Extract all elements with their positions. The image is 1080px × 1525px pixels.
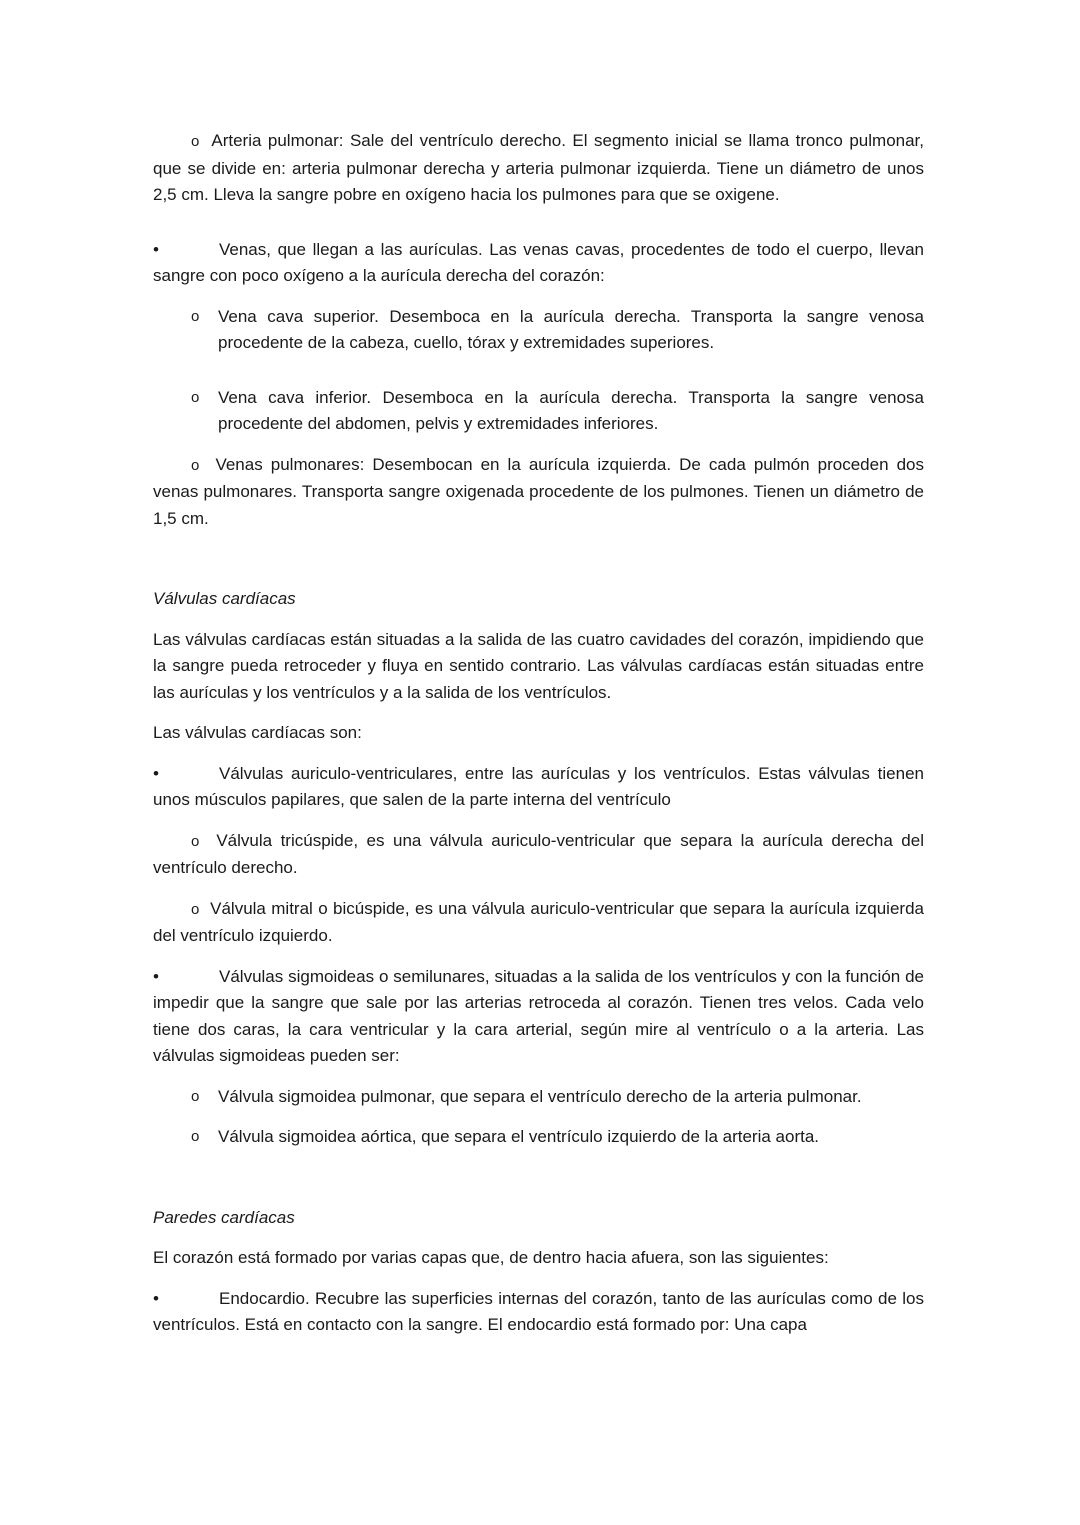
sub-item-vena-cava-inferior — [153, 385, 924, 438]
sub-bullet-marker: o — [191, 832, 200, 850]
bullet-item-sigmoideas — [153, 964, 924, 1070]
paragraph-valvulas-intro: Las válvulas cardíacas están situadas a la salida de las cuatro cavidades del corazón, impidiendo que la sangre pueda retroceder y fluya en sentido contrario. Las válvulas cardíacas están situadas entre las aurículas y los ventrículos y a la salida de los ventrículos. — [153, 629, 924, 702]
section-heading-paredes: Paredes cardíacas — [153, 1207, 295, 1227]
bullet-marker: • — [153, 239, 159, 259]
sub-item-valvula-tricuspide — [153, 828, 924, 882]
paragraph-text: Válvulas auriculo-ventriculares, entre las aurículas y los ventrículos. Estas válvulas tienen unos músculos papilares, que salen de la parte interna del ventrículo — [153, 763, 924, 809]
paragraph-text: Vena cava inferior. Desemboca en la aurícula derecha. Transporta la sangre venosa procedente del abdomen, pelvis y extremidades inferiores. — [218, 387, 924, 433]
sub-item-venas-pulmonares — [153, 452, 924, 533]
paragraph-text: Válvulas sigmoideas o semilunares, situadas a la salida de los ventrículos y con la función de impedir que la sangre que sale por las arterias retroceda al corazón. Tienen tres velos. Cada velo tiene dos caras, la cara ventricular y la cara arterial, según mire al ventrículo o a la arteria. Las válvulas sigmoideas pueden ser: — [153, 966, 924, 1065]
sub-bullet-marker: o — [191, 133, 200, 150]
paragraph-text: Venas, que llegan a las aurículas. Las venas cavas, procedentes de todo el cuerpo, llevan sangre con poco oxígeno a la aurícula derecha del corazón: — [153, 239, 924, 285]
bullet-marker: • — [153, 763, 159, 783]
paragraph-text: Venas pulmonares: Desembocan en la aurícula izquierda. De cada pulmón proceden dos venas pulmonares. Transporta sangre oxigenada procedente de los pulmones. Tienen un diámetro de 1,5 cm. — [153, 454, 924, 528]
sub-bullet-marker: o — [191, 1128, 200, 1145]
paragraph-text: Válvula sigmoidea aórtica, que separa el ventrículo izquierdo de la arteria aorta. — [218, 1127, 820, 1146]
bullet-item-endocardio — [153, 1286, 924, 1339]
sub-item-sigmoidea-aortica — [153, 1124, 924, 1151]
bullet-marker: • — [153, 966, 159, 986]
bullet-marker: • — [153, 1288, 159, 1308]
paragraph-text: Vena cava superior. Desemboca en la aurícula derecha. Transporta la sangre venosa procedente de la cabeza, cuello, tórax y extremidades superiores. — [218, 306, 924, 352]
bullet-item-auriculo-ventriculares — [153, 761, 924, 814]
sub-bullet-marker: o — [191, 900, 200, 918]
sub-item-valvula-mitral — [153, 896, 924, 950]
paragraph-text: Arteria pulmonar: Sale del ventrículo derecho. El segmento inicial se llama tronco pulmonar, que se divide en: arteria pulmonar derecha y arteria pulmonar izquierda. Tiene un diámetro de unos 2,5 cm. Lleva la sangre pobre en oxígeno hacia los pulmones para que se oxigene. — [153, 131, 925, 204]
paragraph-text: Válvula sigmoidea pulmonar, que separa el ventrículo derecho de la arteria pulmonar. — [218, 1086, 862, 1106]
paragraph-text: Válvula mitral o bicúspide, es una válvula auriculo-ventricular que separa la aurícula izquierda del ventrículo izquierdo. — [153, 898, 924, 945]
paragraph-text: Endocardio. Recubre las superficies internas del corazón, tanto de las aurículas como de los ventrículos. Está en contacto con la sangre. El endocardio está formado por: Una capa — [153, 1288, 924, 1334]
sub-bullet-marker: o — [191, 456, 200, 474]
paragraph-valvulas-son: Las válvulas cardíacas son: — [153, 723, 362, 742]
document-page — [153, 128, 924, 1339]
sub-item-vena-cava-superior — [153, 304, 924, 357]
sub-item-sigmoidea-pulmonar — [153, 1084, 924, 1111]
sub-bullet-marker: o — [191, 1087, 200, 1105]
sub-bullet-marker: o — [191, 388, 200, 406]
sub-item-arteria-pulmonar — [153, 128, 924, 209]
paragraph-text: Válvula tricúspide, es una válvula auriculo-ventricular que separa la aurícula derecha del ventrículo derecho. — [153, 830, 924, 877]
section-heading-valvulas: Válvulas cardíacas — [153, 589, 296, 608]
paragraph-paredes-intro: El corazón está formado por varias capas que, de dentro hacia afuera, son las siguientes: — [153, 1248, 829, 1267]
sub-bullet-marker: o — [191, 307, 200, 325]
bullet-item-venas — [153, 237, 924, 290]
